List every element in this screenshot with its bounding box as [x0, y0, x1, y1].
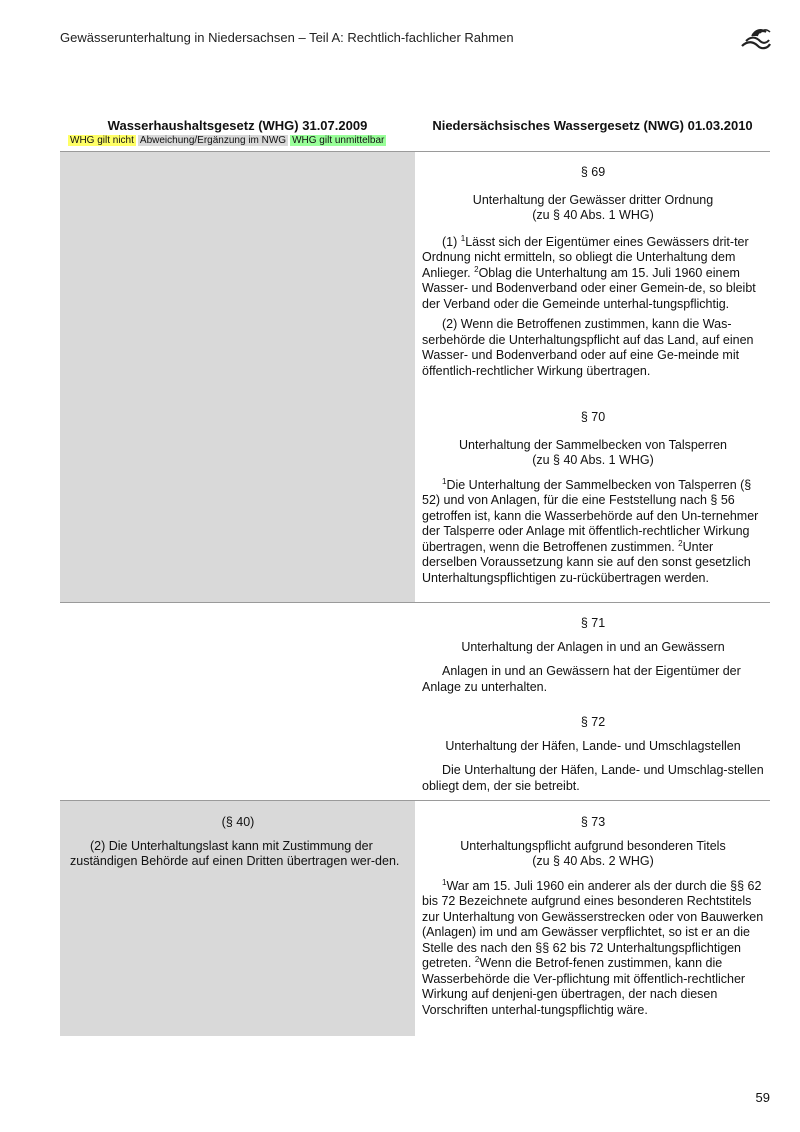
column-headings: [60, 118, 770, 152]
section-paragraph: $^1$Die Unterhaltung der Sammelbecken von Talsperren (§ 52) und von Anlagen, für die eine Feststellung nach § 56 getroffen ist, kann die Wasserbehörde auf den Un-ternehmer der Talsperre oder Anlage mit öffentlich-rechtlicher Wirkung übertragen, wenn die Betroffenen zustimmen. $^2$Unter derselben Voraussetzung kann sie auf den sonst gesetzlich Unterhaltungspflichtigen zu-rückübertragen werden.: [422, 476, 759, 585]
nwg-column-heading: Niedersächsisches Wassergesetz (NWG) 01.03.2010: [432, 118, 753, 133]
section-number: § 69: [580, 165, 606, 179]
section-number: § 70: [580, 410, 606, 424]
color-legend: [68, 135, 388, 146]
page-header-title: Gewässerunterhaltung in Niedersachsen – Teil A: Rechtlich-fachlicher Rahmen: [60, 30, 514, 45]
section-title-reference: (zu § 40 Abs. 1 WHG): [532, 208, 654, 222]
section-title: Unterhaltung der Sammelbecken von Talsperren: [459, 437, 727, 452]
wave-logo-icon: [740, 24, 772, 52]
whg-section-40: [70, 815, 406, 870]
section-title-reference: (zu § 40 Abs. 1 WHG): [532, 453, 654, 467]
section-number: § 71: [580, 616, 606, 630]
section-paragraph: (2) Wenn die Betroffenen zustimmen, kann die Was-serbehörde die Unterhaltungspflicht auf das Land, auf einen Wasser- und Bodenverband oder auf eine Ge-meinde mit öffentlich-rechtlicher Wirkung übertragen.: [422, 317, 754, 378]
section-paragraph: Die Unterhaltung der Häfen, Lande- und Umschlag-stellen obliegt dem, der sie betreibt.: [422, 763, 764, 793]
section-title: Unterhaltung der Gewässer dritter Ordnung: [472, 192, 714, 207]
section-73: [422, 815, 764, 1018]
section-number: § 73: [580, 815, 606, 829]
section-title-reference: (zu § 40 Abs. 2 WHG): [532, 854, 654, 868]
section-69: [422, 165, 764, 379]
section-title: Unterhaltung der Anlagen in und an Gewässern: [461, 639, 725, 654]
legend-whg-gilt-nicht: WHG gilt nicht: [70, 135, 134, 146]
section-paragraph: (2) Die Unterhaltungslast kann mit Zustimmung der zuständigen Behörde auf einen Dritten übertragen wer-den.: [70, 838, 400, 868]
section-72: [422, 715, 764, 794]
page-number: 59: [755, 1090, 770, 1105]
whg-column-heading: Wasserhaushaltsgesetz (WHG) 31.07.2009: [107, 118, 368, 133]
section-title: Unterhaltungspflicht aufgrund besonderen Titels: [460, 838, 726, 853]
legend-abweichung: Abweichung/Ergänzung im NWG: [139, 135, 287, 146]
legend-whg-gilt-unmittelbar: WHG gilt unmittelbar: [292, 135, 385, 146]
section-paragraph: Anlagen in und an Gewässern hat der Eigentümer der Anlage zu unterhalten.: [422, 664, 741, 694]
section-71: [422, 616, 764, 695]
section-title: Unterhaltung der Häfen, Lande- und Umschlagstellen: [445, 738, 741, 753]
section-70: [422, 410, 764, 586]
whg-empty-grey-cell: [60, 152, 415, 602]
section-number: (§ 40): [221, 815, 255, 829]
section-paragraph: (1) $^1$Lässt sich der Eigentümer eines Gewässers drit-ter Ordnung nicht ermitteln, so obliegt die Unterhaltung dem Anlieger. $^2$Oblag die Unterhaltung am 15. Juli 1960 einem Wasser- und Bodenverband oder einer Gemein-de, so bleibt der Verband oder die Gemeinde unterhal-tungspflichtig.: [422, 233, 756, 311]
section-number: § 72: [580, 715, 606, 729]
row-divider: [60, 602, 770, 603]
section-paragraph: $^1$War am 15. Juli 1960 ein anderer als der durch die §§ 62 bis 72 Bezeichnete aufgrund eines besonderen Rechtstitels zur Unterhaltung von Gewässerstrecken oder von Bauwerken (Anlagen) im und am Gewässer verpflichtet, so ist er an die Stelle des nach den §§ 62 bis 72 Unterhaltungspflichtigen getreten. $^2$Wenn die Betrof-fenen zustimmen, kann die Wasserbehörde die Ver-pflichtung mit öffentlich-rechtlicher Wirkung auf denjeni-gen übertragen, der nach diesen Vorschriften unterhal-tungspflichtig wäre.: [422, 877, 764, 1017]
